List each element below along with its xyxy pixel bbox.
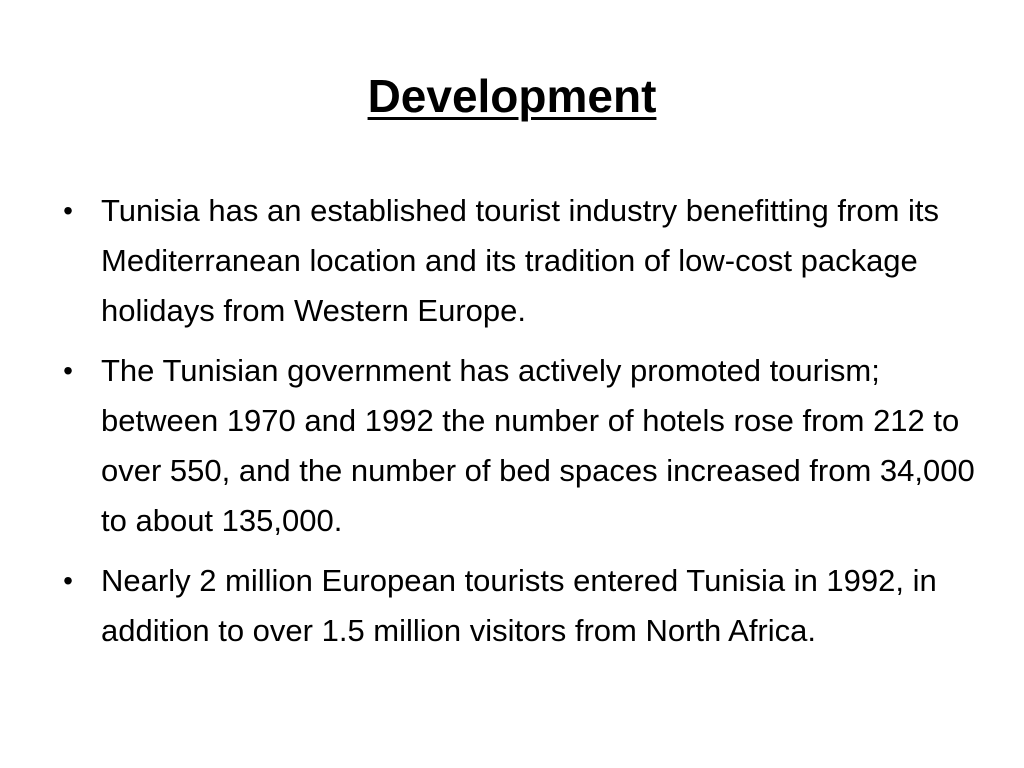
bullet-item-3 xyxy=(58,556,1003,656)
bullet-icon: • xyxy=(63,195,73,226)
bullet-text: The Tunisian government has actively promoted tourism; between 1970 and 1992 the number of hotels rose from 212 to over 550, and the number of bed spaces increased from 34,000 to about 135,000. xyxy=(101,353,975,538)
bullet-icon: • xyxy=(63,355,73,386)
bullet-text: Tunisia has an established tourist industry benefitting from its Mediterranean location and its tradition of low-cost package holidays from Western Europe. xyxy=(101,193,939,328)
bullet-list xyxy=(58,186,1003,666)
bullet-item-2 xyxy=(58,346,1003,546)
slide-title: Development xyxy=(367,70,657,122)
bullet-item-1 xyxy=(58,186,1003,336)
bullet-icon: • xyxy=(63,565,73,596)
bullet-text: Nearly 2 million European tourists entered Tunisia in 1992, in addition to over 1.5 million visitors from North Africa. xyxy=(101,563,937,648)
